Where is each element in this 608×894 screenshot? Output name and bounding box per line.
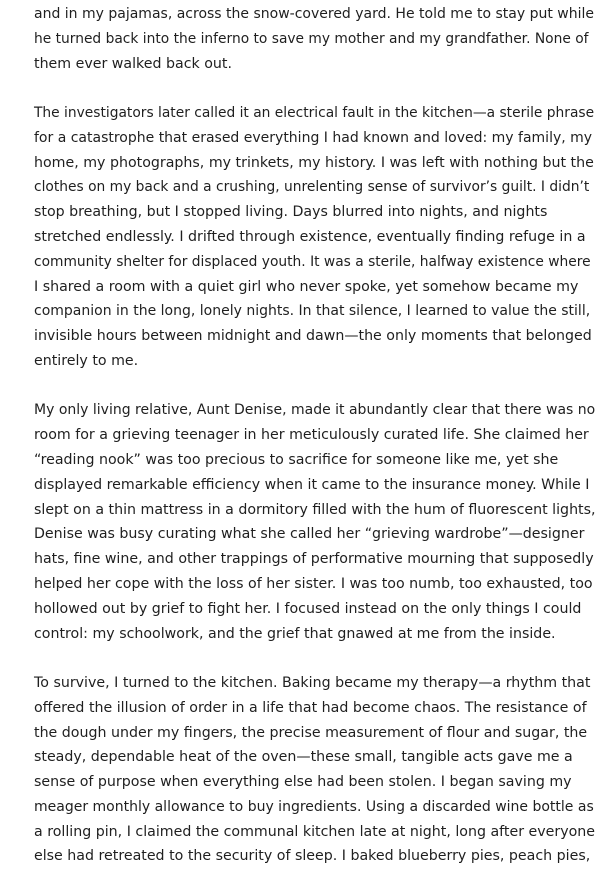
text-line: he turned back into the inferno to save my mother and my grandfather. None of [34, 30, 589, 47]
text-line: a rolling pin, I claimed the communal kitchen late at night, long after everyone [34, 823, 596, 840]
text-line: “reading nook” was too precious to sacrifice for someone like me, yet she [34, 451, 559, 468]
text-line: companion in the long, lonely nights. In that silence, I learned to value the still, [34, 303, 591, 320]
text-line: sense of purpose when everything else had been stolen. I began saving my [34, 774, 572, 791]
text-line: them ever walked back out. [34, 55, 232, 72]
paragraph-4 [34, 671, 596, 869]
text-line: clothes on my back and a crushing, unrelenting sense of survivor’s guilt. I didn’t [34, 179, 590, 196]
text-line: I shared a room with a quiet girl who never spoke, yet somehow became my [34, 278, 579, 295]
paragraph-1 [34, 2, 596, 76]
paragraph-2 [34, 101, 596, 374]
text-line: slept on a thin mattress in a dormitory filled with the hum of fluorescent lights, [34, 501, 596, 518]
text-line: meager monthly allowance to buy ingredients. Using a discarded wine bottle as [34, 798, 594, 815]
text-line: home, my photographs, my trinkets, my history. I was left with nothing but the [34, 154, 594, 171]
text-line: control: my schoolwork, and the grief that gnawed at me from the inside. [34, 625, 556, 642]
text-line: stop breathing, but I stopped living. Days blurred into nights, and nights [34, 204, 548, 221]
text-line: To survive, I turned to the kitchen. Baking became my therapy—a rhythm that [34, 674, 591, 691]
text-line: room for a grieving teenager in her meticulously curated life. She claimed her [34, 427, 589, 444]
text-line: hats, fine wine, and other trappings of performative mourning that supposedly [34, 551, 594, 568]
text-line: else had retreated to the security of sleep. I baked blueberry pies, peach pies, [34, 848, 591, 865]
text-line: My only living relative, Aunt Denise, made it abundantly clear that there was no [34, 402, 596, 419]
text-line: and in my pajamas, across the snow-covered yard. He told me to stay put while [34, 6, 595, 22]
text-line: entirely to me. [34, 352, 139, 369]
text-line: helped her cope with the loss of her sister. I was too numb, too exhausted, too [34, 575, 593, 592]
text-line: hollowed out by grief to fight her. I focused instead on the only things I could [34, 600, 582, 617]
text-line: offered the illusion of order in a life that had become chaos. The resistance of [34, 699, 587, 716]
text-line: Denise was busy curating what she called her “grieving wardrobe”—designer [34, 526, 585, 543]
text-line: community shelter for displaced youth. It was a sterile, halfway existence where [34, 253, 591, 270]
text-line: for a catastrophe that erased everything I had known and loved: my family, my [34, 129, 593, 146]
text-line: stretched endlessly. I drifted through existence, eventually finding refuge in a [34, 228, 586, 245]
text-line: displayed remarkable efficiency when it came to the insurance money. While I [34, 476, 590, 493]
text-line: the dough under my fingers, the precise measurement of flour and sugar, the [34, 724, 588, 741]
text-line: The investigators later called it an electrical fault in the kitchen—a sterile phrase [34, 104, 595, 121]
paragraph-3 [34, 398, 596, 646]
text-line: steady, dependable heat of the oven—these small, tangible acts gave me a [34, 749, 573, 766]
document-body [34, 0, 596, 894]
text-line: invisible hours between midnight and dawn—the only moments that belonged [34, 328, 592, 345]
